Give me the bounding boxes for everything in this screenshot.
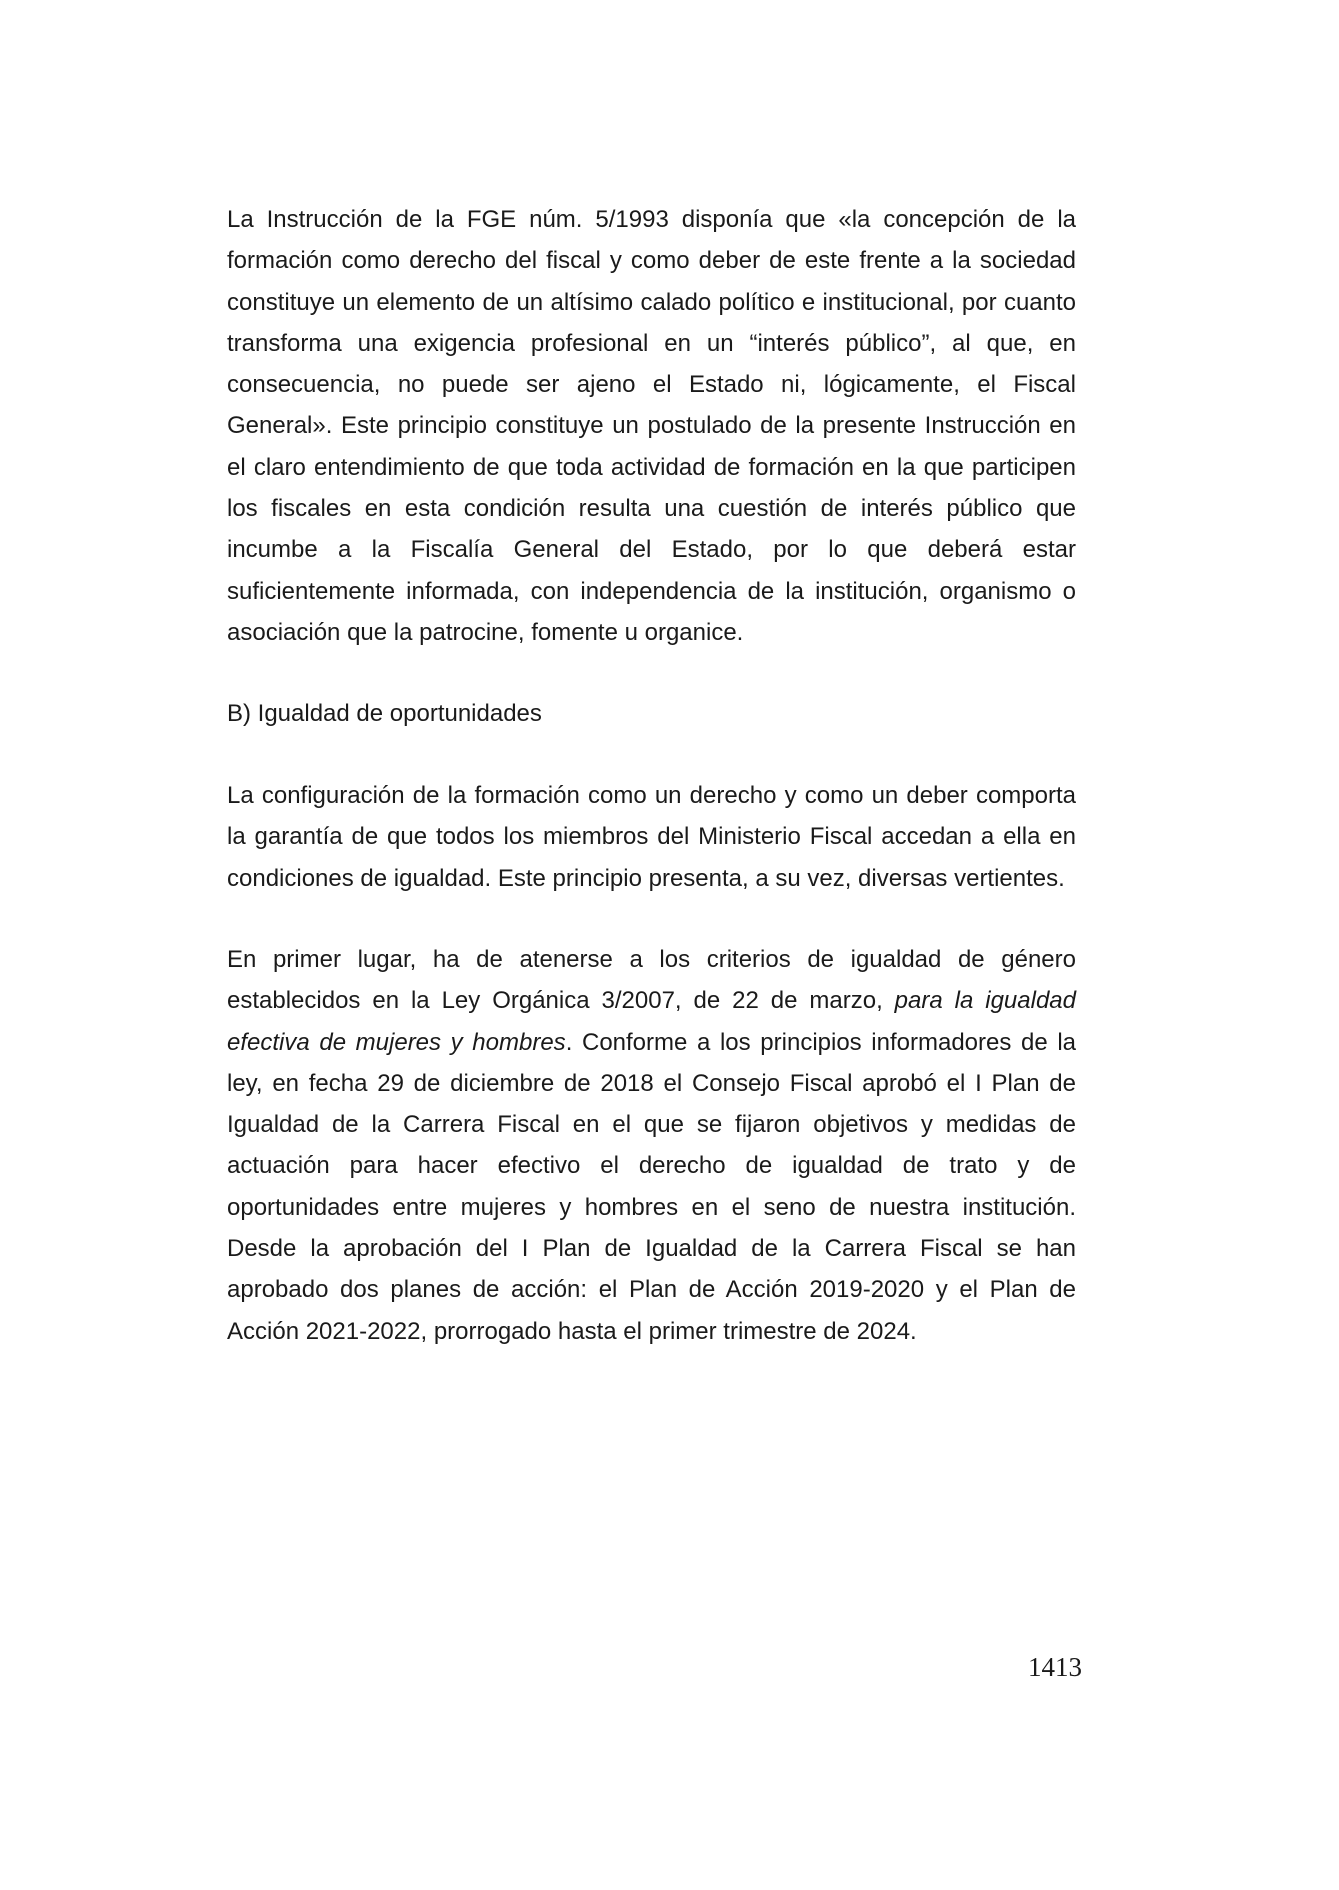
paragraph-igualdad-genero — [227, 939, 1076, 1352]
paragraph-igualdad-genero-part-2: . Conforme a los principios informadores de la ley, en fecha 29 de diciembre de 2018 el Consejo Fiscal aprobó el I Plan de Igualdad de la Carrera Fiscal en el que se fijaron objetivos y medidas de actuación para hacer efectivo el derecho de igualdad de trato y de oportunidades entre mujeres y hombres en el seno de nuestra institución. Desde la aprobación del I Plan de Igualdad de la Carrera Fiscal se han aprobado dos planes de acción: el Plan de Acción 2019-2020 y el Plan de Acción 2021-2022, prorrogado hasta el primer trimestre de 2024. — [227, 1028, 1077, 1345]
law-title-italic: para la igualdad efectiva de mujeres y hombres — [227, 987, 1076, 1056]
paragraph-igualdad-genero-part-1: En primer lugar, ha de atenerse a los criterios de igualdad de género establecidos en la Ley Orgánica 3/2007, de 22 de marzo, — [227, 946, 1076, 1015]
section-heading-igualdad: B) Igualdad de oportunidades — [227, 700, 542, 727]
paragraph-instruccion-1993: La Instrucción de la FGE núm. 5/1993 disponía que «la concepción de la formación como derecho del fiscal y como deber de este frente a la sociedad constituye un elemento de un altísimo calado político e institucional, por cuanto transforma una exigencia profesional en un “interés público”, al que, en consecuencia, no puede ser ajeno el Estado ni, lógicamente, el Fiscal General». Este principio constituye un postulado de la presente Instrucción en el claro entendimiento de que toda actividad de formación en la que participen los fiscales en esta condición resulta una cuestión de interés público que incumbe a la Fiscalía General del Estado, por lo que deberá estar suficientemente informada, con independencia de la institución, organismo o asociación que la patrocine, fomente u organice. — [227, 206, 1076, 646]
page-number: 1413 — [1028, 1652, 1082, 1682]
paragraph-configuracion-formacion: La configuración de la formación como un derecho y como un deber comporta la garantía de que todos los miembros del Ministerio Fiscal accedan a ella en condiciones de igualdad. Este principio presenta, a su vez, diversas vertientes. — [227, 782, 1076, 892]
